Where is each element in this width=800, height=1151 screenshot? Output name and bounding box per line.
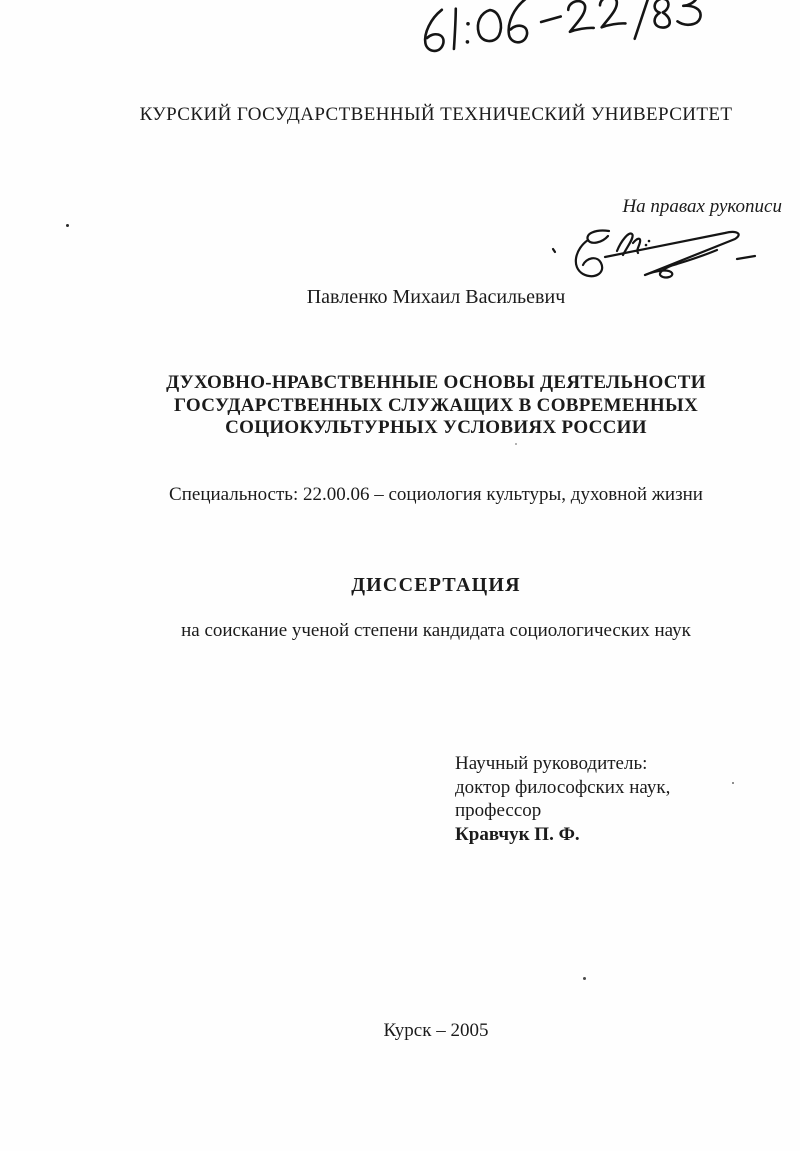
university-name: КУРСКИЙ ГОСУДАРСТВЕННЫЙ ТЕХНИЧЕСКИЙ УНИВЕРСИТЕТ: [139, 104, 733, 125]
author-name: Павленко Михаил Васильевич: [306, 286, 566, 308]
advisor-rank: профессор: [455, 800, 542, 821]
handwritten-signature: [545, 217, 760, 282]
handwritten-catalog-number: [411, 0, 715, 64]
manuscript-note: На правах рукописи: [622, 196, 782, 217]
advisor-heading: Научный руководитель:: [455, 753, 648, 774]
title-line-1: ДУХОВНО-НРАВСТВЕННЫЕ ОСНОВЫ ДЕЯТЕЛЬНОСТИ: [166, 372, 706, 393]
scan-speck: [66, 224, 69, 227]
advisor-degree: доктор философских наук,: [455, 776, 671, 798]
scan-speck: [515, 443, 517, 445]
dissertation-title: [72, 372, 800, 440]
title-line-3: СОЦИОКУЛЬТУРНЫХ УСЛОВИЯХ РОССИИ: [225, 417, 647, 438]
degree-line: на соискание ученой степени кандидата социологических наук: [181, 620, 691, 641]
advisor-block: [455, 752, 670, 846]
advisor-name: Кравчук П. Ф.: [455, 823, 580, 845]
scan-speck: [732, 782, 734, 784]
specialty-line: Специальность: 22.00.06 – социология культуры, духовной жизни: [169, 484, 703, 505]
title-line-2: ГОСУДАРСТВЕННЫХ СЛУЖАЩИХ В СОВРЕМЕННЫХ: [174, 394, 698, 416]
document-type-heading: ДИССЕРТАЦИЯ: [351, 574, 521, 596]
city-year: Курск – 2005: [383, 1020, 489, 1041]
scan-speck: [583, 977, 586, 980]
